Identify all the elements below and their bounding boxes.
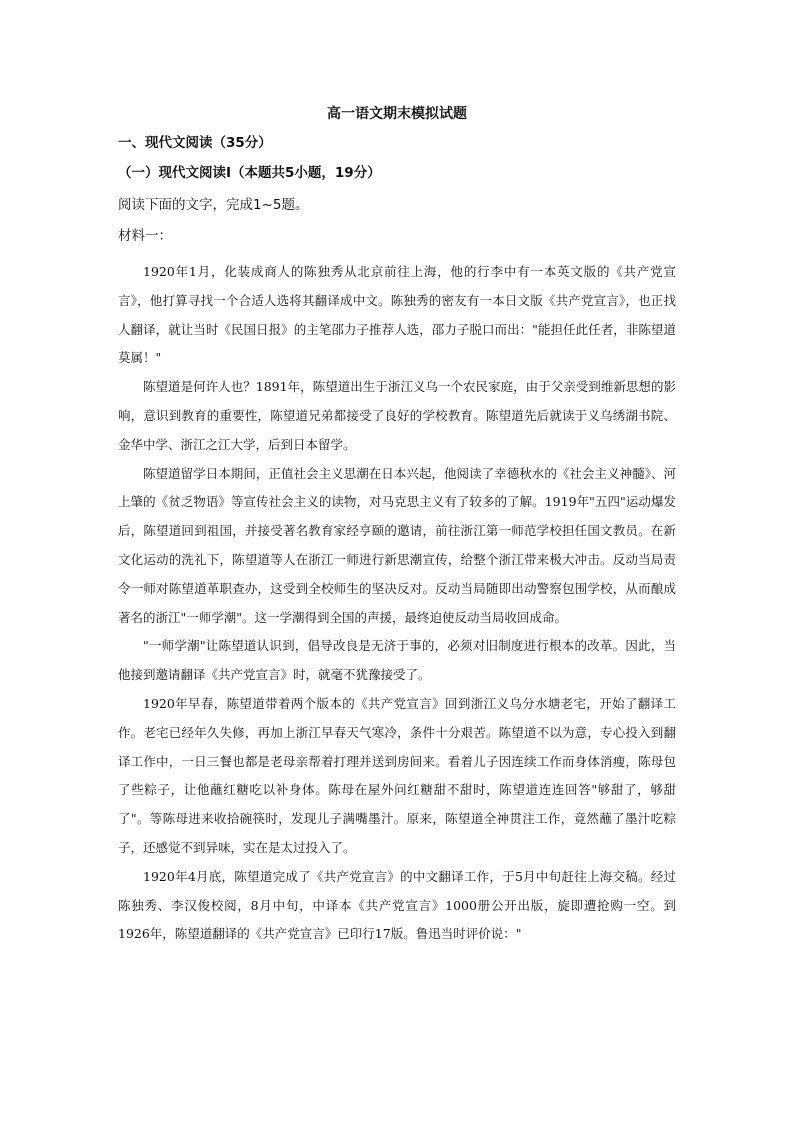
paragraph-2: 陈望道是何许人也？1891年，陈望道出生于浙江义乌一个农民家庭，由于父亲受到维新思想的影响，意识到教育的重要性，陈望道兄弟都接受了良好的学校教育。陈望道先后就读于义乌绣湖书院、金华中学、浙江之江大学，后到日本留学。 — [118, 379, 676, 452]
reading-instruction: 阅读下面的文字，完成1~5题。 — [118, 197, 309, 213]
subsection-heading: （一）现代文阅读Ⅰ（本题共5小题，19分） — [118, 165, 381, 181]
paragraph-4: "一师学潮"让陈望道认识到，倡导改良是无济于事的，必须对旧制度进行根本的改革。因此，当他接到邀请翻译《共产党宣言》时，就毫不犹豫接受了。 — [118, 638, 676, 683]
section-heading: 一、现代文阅读（35分） — [118, 135, 272, 151]
paragraph-5: 1920年早春，陈望道带着两个版本的《共产党宣言》回到浙江义乌分水塘老宅，开始了翻译工作。老宅已经年久失修，再加上浙江早春天气寒冷，条件十分艰苦。陈望道不以为意，专心投入到翻译工作中，一日三餐也都是老母亲帮着打理并送到房间来。看着儿子因连续工作而身体消瘦，陈母包了些粽子，让他蘸红糖吃以补身体。陈母在屋外问红糖甜不甜时，陈望道连连回答"够甜了，够甜了"。等陈母进来收拾碗筷时，发现儿子满嘴墨汁。原来，陈望道全神贯注工作，竟然蘸了墨汁吃粽子，还感觉不到异味，实在是太过投入了。 — [118, 695, 676, 855]
paragraph-1: 1920年1月，化装成商人的陈独秀从北京前往上海，他的行李中有一本英文版的《共产党宣言》，他打算寻找一个合适人选将其翻译成中文。陈独秀的密友有一本日文版《共产党宣言》，也正找人翻译，就让当时《民国日报》的主笔邵力子推荐人选，邵力子脱口而出："能担任此任者，非陈望道莫属！" — [118, 264, 676, 366]
document-title: 高一语文期末模拟试题 — [327, 106, 467, 122]
paragraph-6: 1920年4月底，陈望道完成了《共产党宣言》的中文翻译工作，于5月中旬赶往上海交稿。经过陈独秀、李汉俊校阅，8月中旬，中译本《共产党宣言》1000册公开出版，旋即遭抢购一空。到1926年，陈望道翻译的《共产党宣言》已印行17版。鲁迅当时评价说：" — [118, 868, 676, 942]
material-label: 材料一： — [118, 228, 172, 244]
material-body — [118, 258, 676, 949]
paragraph-3: 陈望道留学日本期间，正值社会主义思潮在日本兴起，他阅读了幸德秋水的《社会主义神髓》、河上肇的《贫乏物语》等宣传社会主义的读物，对马克思主义有了较多的了解。1919年"五四"运动爆发后，陈望道回到祖国，并接受著名教育家经亨颐的邀请，前往浙江第一师范学校担任国文教员。在新文化运动的洗礼下，陈望道等人在浙江一师进行新思潮宣传，给整个浙江带来极大冲击。反动当局责令一师对陈望道革职查办，这受到全校师生的坚决反对。反动当局随即出动警察包围学校，从而酿成著名的浙江"一师学潮"。这一学潮得到全国的声援，最终迫使反动当局收回成命。 — [118, 465, 676, 625]
